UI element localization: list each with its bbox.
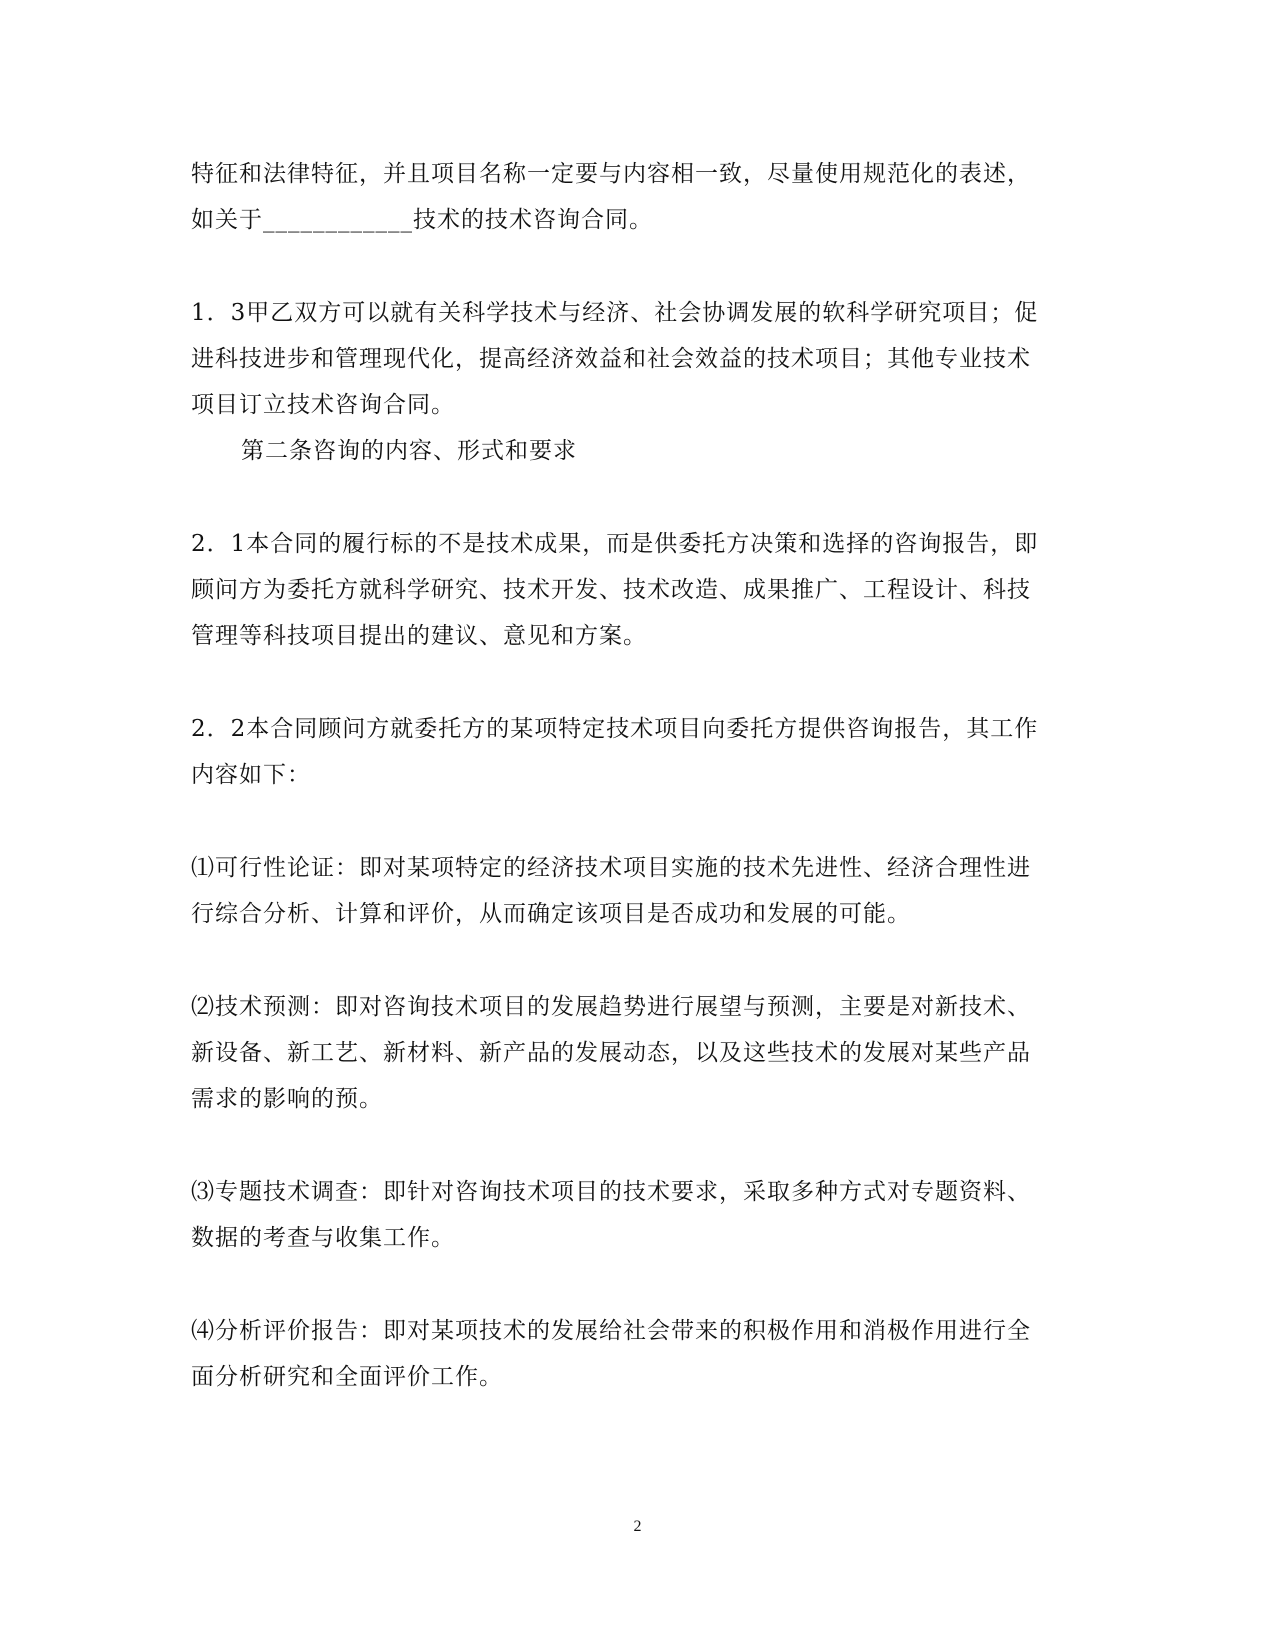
text-line: 进科技进步和管理现代化，提高经济效益和社会效益的技术项目；其他专业技术 [191, 346, 1031, 372]
text-line: ⑵技术预测：即对咨询技术项目的发展趋势进行展望与预测，主要是对新技术、 [191, 994, 1031, 1020]
text-line: ⑴可行性论证：即对某项特定的经济技术项目实施的技术先进性、经济合理性进 [191, 855, 1031, 881]
text-line: 如关于____________技术的技术咨询合同。 [191, 207, 653, 233]
text-line: 特征和法律特征，并且项目名称一定要与内容相一致，尽量使用规范化的表述， [191, 161, 1031, 187]
text-line: 面分析研究和全面评价工作。 [191, 1364, 503, 1390]
text-line: 顾问方为委托方就科学研究、技术开发、技术改造、成果推广、工程设计、科技 [191, 577, 1031, 603]
text-line: 行综合分析、计算和评价，从而确定该项目是否成功和发展的可能。 [191, 901, 911, 927]
text-line: 新设备、新工艺、新材料、新产品的发展动态，以及这些技术的发展对某些产品 [191, 1040, 1031, 1066]
text-line: 数据的考查与收集工作。 [191, 1225, 455, 1251]
text-line: 项目订立技术咨询合同。 [191, 392, 455, 418]
page-number: 2 [633, 1518, 642, 1535]
text-line: ⑷分析评价报告：即对某项技术的发展给社会带来的积极作用和消极作用进行全 [191, 1318, 1031, 1344]
text-line: 管理等科技项目提出的建议、意见和方案。 [191, 623, 647, 649]
text-line: 内容如下： [191, 762, 311, 788]
text-line: 2．2本合同顾问方就委托方的某项特定技术项目向委托方提供咨询报告，其工作 [191, 716, 1039, 742]
text-line: 需求的影响的预。 [191, 1086, 383, 1112]
text-line: ⑶专题技术调查：即针对咨询技术项目的技术要求，采取多种方式对专题资料、 [191, 1179, 1031, 1205]
text-line: 2．1本合同的履行标的不是技术成果，而是供委托方决策和选择的咨询报告，即 [191, 531, 1039, 557]
text-line: 1．3甲乙双方可以就有关科学技术与经济、社会协调发展的软科学研究项目；促 [191, 300, 1039, 326]
section-heading: 第二条咨询的内容、形式和要求 [241, 438, 577, 464]
